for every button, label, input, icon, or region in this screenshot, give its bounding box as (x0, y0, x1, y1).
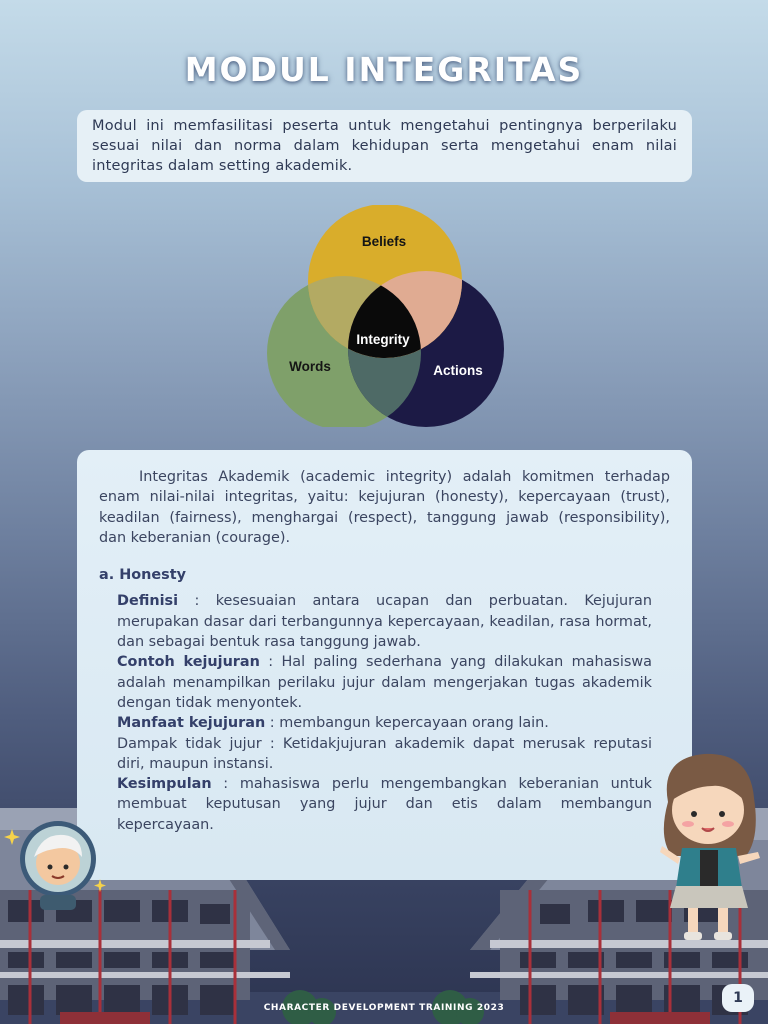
sparkle-icon (4, 829, 20, 845)
kesimpulan-paragraph (117, 774, 652, 835)
intro-box (77, 110, 692, 182)
contoh-term: Contoh kejujuran (117, 654, 260, 671)
boy-mascot-icon (2, 815, 112, 910)
content-box (77, 450, 692, 880)
venn-label-beliefs: Beliefs (361, 234, 407, 249)
dampak-paragraph: Dampak tidak jujur : Ketidakjujuran akademik dapat merusak reputasi diri, maupun instansi. (117, 735, 652, 772)
honesty-section-body (99, 591, 670, 835)
integrity-definition-paragraph: Integritas Akademik (academic integrity) adalah komitmen terhadap enam nilai-nilai integritas, yaitu: kejujuran (honesty), kepercayaan (trust), keadilan (fairness), menghargai (respect), tanggung jawab (responsibility), dan keberanian (courage). (99, 469, 670, 546)
section-title-honesty: a. Honesty (99, 567, 186, 584)
manfaat-term: Manfaat kejujuran (117, 715, 266, 732)
venn-label-integrity: Integrity (356, 332, 410, 347)
contoh-text: : Hal paling sederhana yang dilakukan mahasiswa adalah menampilkan perilaku jujur dalam mengerjakan tugas akademik dengan tidak menyontek. (117, 654, 652, 711)
definisi-paragraph (117, 591, 652, 652)
page-title: MODUL INTEGRITAS (184, 50, 584, 89)
sparkle-icon (94, 879, 106, 892)
venn-diagram (262, 205, 507, 427)
manfaat-paragraph (117, 713, 652, 733)
venn-label-words: Words (289, 359, 331, 374)
kesimpulan-term: Kesimpulan (117, 776, 212, 793)
intro-text: Modul ini memfasilitasi peserta untuk mengetahui pentingnya berperilaku sesuai nilai dan norma dalam kehidupan serta mengetahui enam nilai integritas dalam setting akademik. (92, 118, 677, 174)
girl-mascot-icon (650, 748, 768, 944)
manfaat-text: : membangun kepercayaan orang lain. (265, 715, 549, 732)
definisi-text: : kesesuaian antara ucapan dan perbuatan. Kejujuran merupakan dasar dari terbangunnya kepercayaan, keadilan, rasa hormat, dan sebagai bentuk rasa tanggung jawab. (117, 593, 652, 651)
kesimpulan-text: : mahasiswa perlu mengembangkan keberanian untuk membuat keputusan yang jujur dan etis dalam membangun kepercayaan. (117, 776, 652, 833)
venn-label-actions: Actions (433, 363, 483, 378)
footer-text: CHARACTER DEVELOPMENT TRAINING 2023 (263, 1003, 505, 1013)
definisi-term: Definisi (117, 593, 179, 610)
contoh-paragraph (117, 652, 652, 713)
page-number: 1 (722, 984, 754, 1012)
